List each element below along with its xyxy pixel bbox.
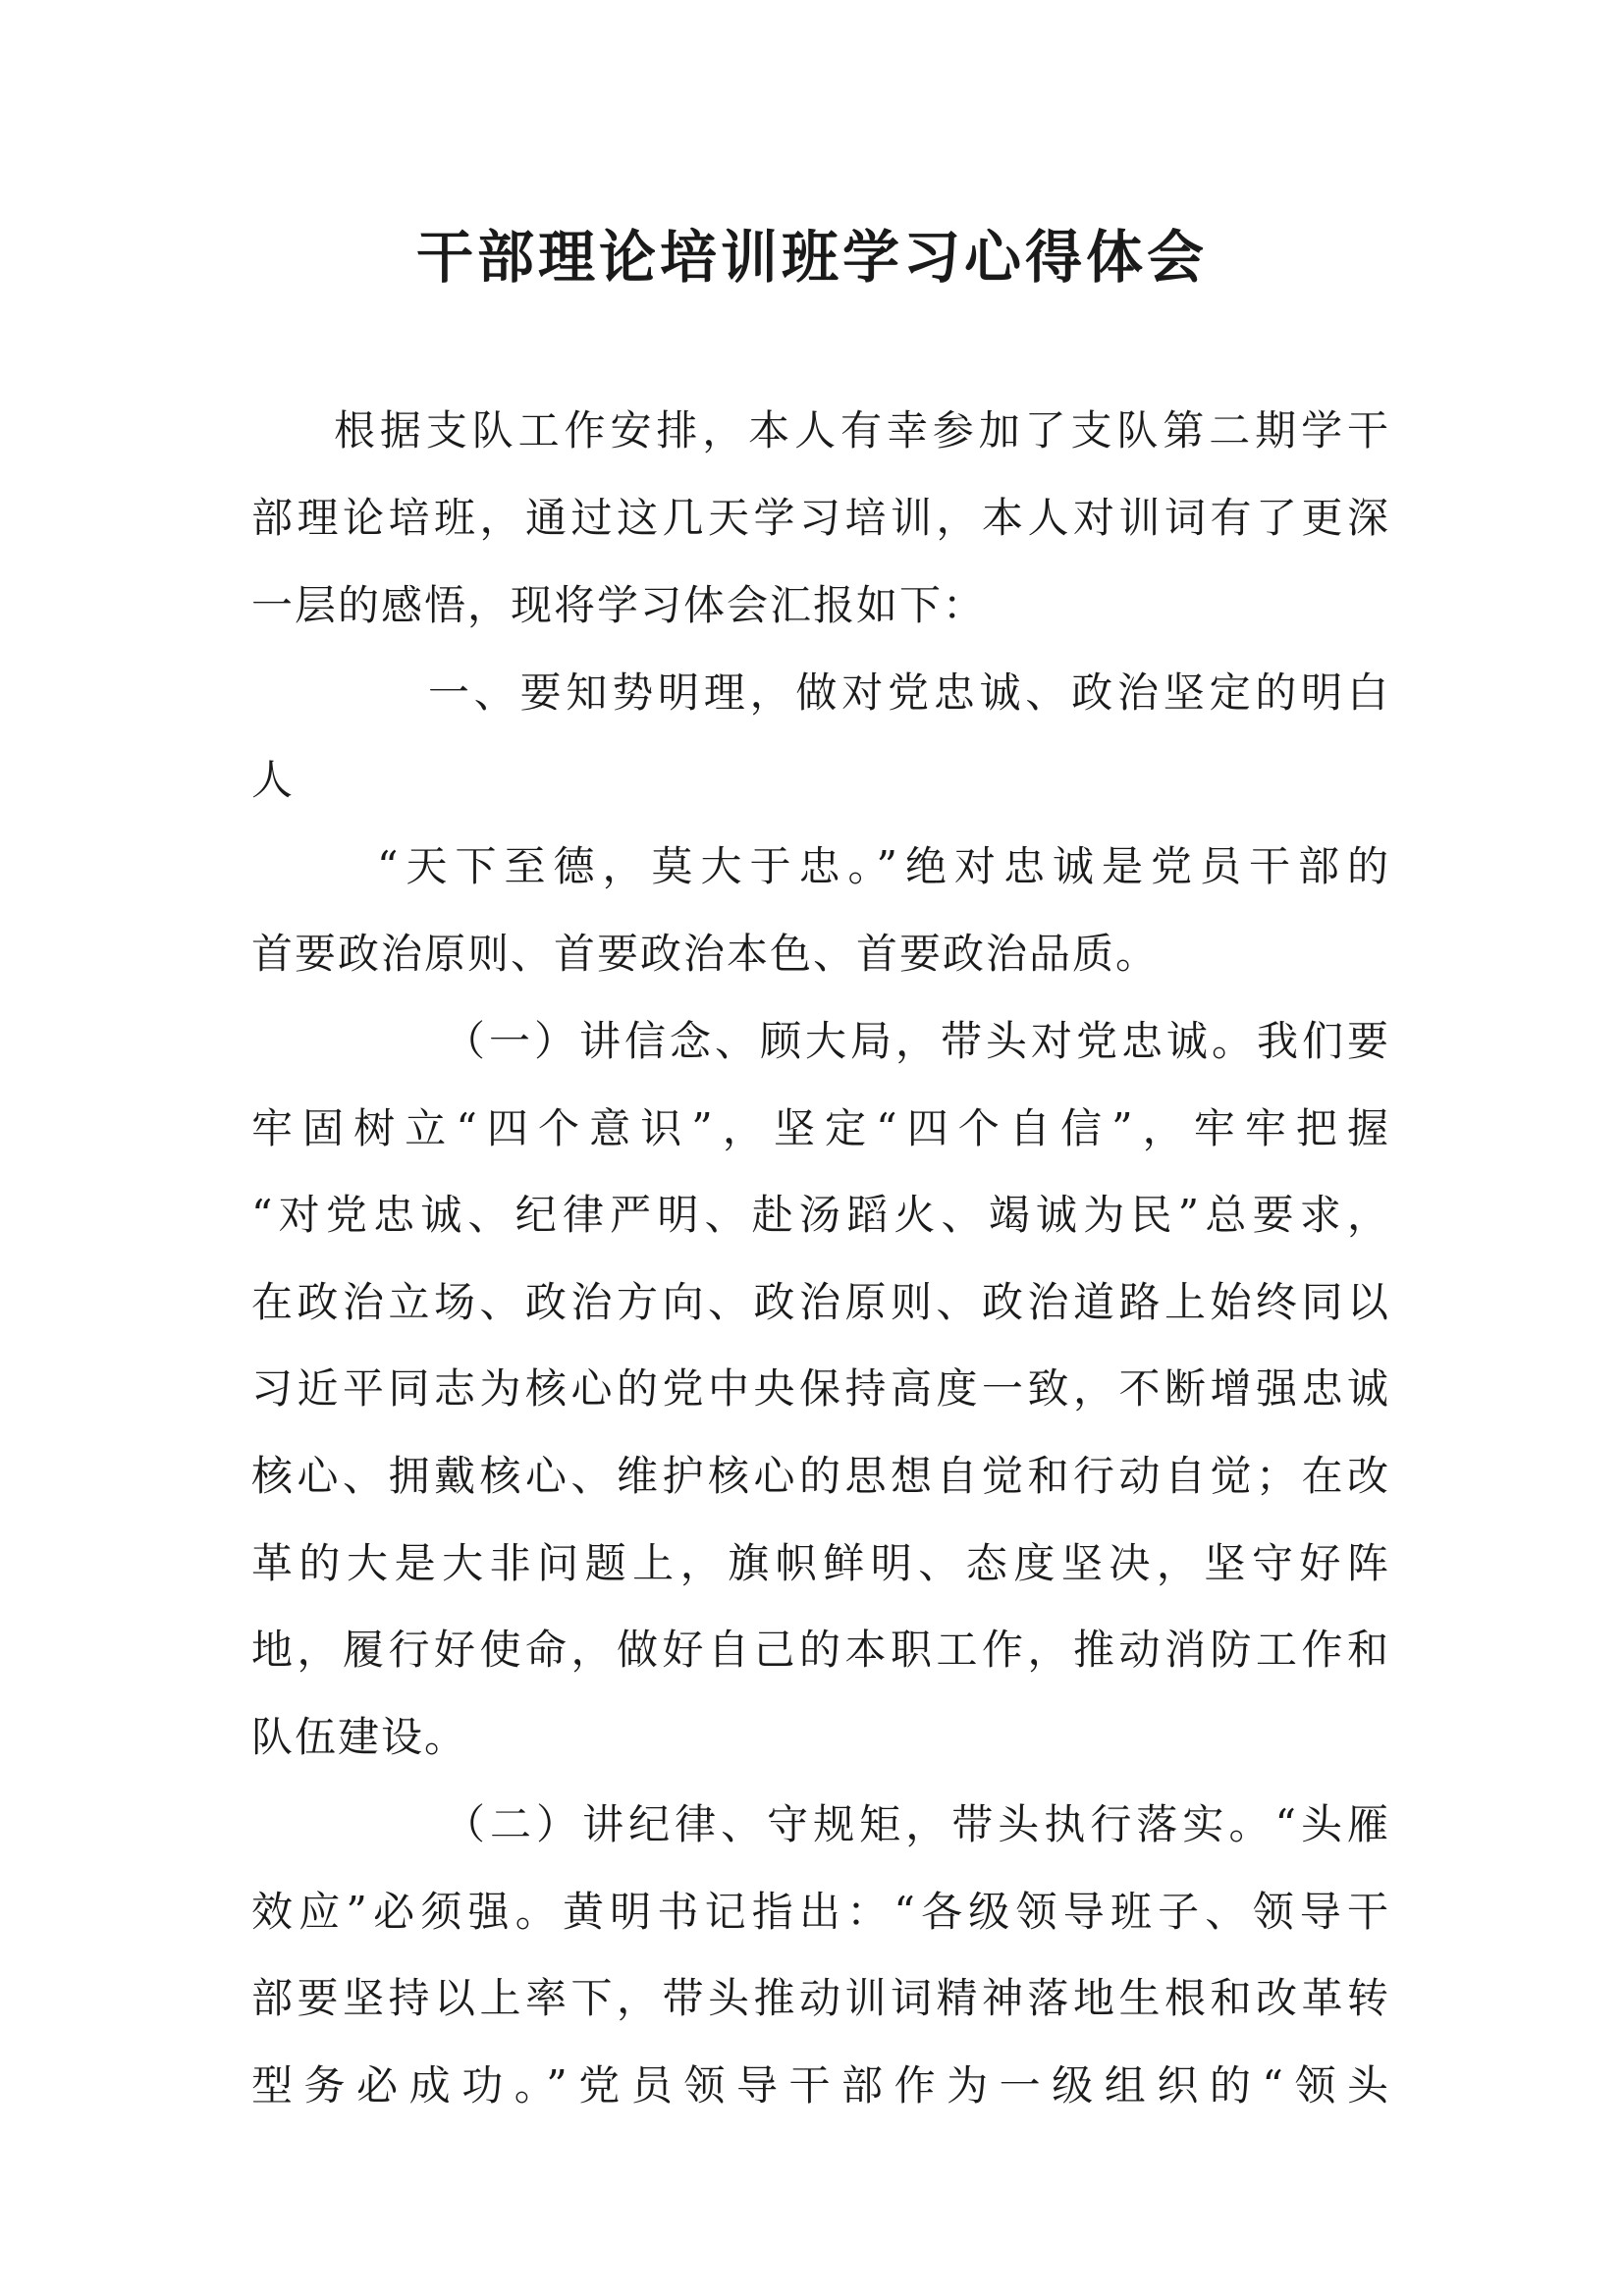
paragraph-line: 部要坚持以上率下，带头推动训词精神落地生根和改革转 <box>251 1974 1390 2022</box>
paragraph-line: 根据支队工作安排，本人有幸参加了支队第二期学干 <box>334 406 1390 454</box>
paragraph-line: （一）讲信念、顾大局，带头对党忠诚。我们要 <box>444 1017 1390 1065</box>
section-heading-line: 一、要知势明理，做对党忠诚、政治坚定的明白 <box>428 668 1390 717</box>
paragraph-line: 地，履行好使命，做好自己的本职工作，推动消防工作和 <box>251 1626 1390 1674</box>
paragraph-line: “对党忠诚、纪律严明、赴汤蹈火、竭诚为民”总要求， <box>251 1191 1390 1239</box>
paragraph-line: 习近平同志为核心的党中央保持高度一致，不断增强忠诚 <box>251 1364 1390 1413</box>
paragraph-line: 核心、拥戴核心、维护核心的思想自觉和行动自觉；在改 <box>251 1452 1390 1500</box>
paragraph-line: “天下至德，莫大于忠。”绝对忠诚是党员干部的 <box>377 842 1390 890</box>
paragraph-line: 在政治立场、政治方向、政治原则、政治道路上始终同以 <box>251 1278 1390 1326</box>
paragraph-line: 部理论培班，通过这几天学习培训，本人对训词有了更深 <box>251 494 1390 542</box>
document-title: 干部理论培训班学习心得体会 <box>415 224 1208 291</box>
paragraph-line: （二）讲纪律、守规矩，带头执行落实。“头雁 <box>444 1800 1390 1848</box>
paragraph-line: 首要政治原则、首要政治本色、首要政治品质。 <box>251 930 1160 978</box>
section-heading-line: 人 <box>251 756 296 804</box>
paragraph-line: 一层的感悟，现将学习体会汇报如下： <box>251 581 987 629</box>
paragraph-line: 牢固树立“四个意识”，坚定“四个自信”，牢牢把握 <box>251 1104 1390 1152</box>
paragraph-line: 队伍建设。 <box>251 1713 468 1761</box>
paragraph-line: 革的大是大非问题上，旗帜鲜明、态度坚决，坚守好阵 <box>251 1539 1390 1587</box>
paragraph-line: 效应”必须强。黄明书记指出：“各级领导班子、领导干 <box>251 1888 1390 1936</box>
paragraph-line: 型务必成功。”党员领导干部作为一级组织的“领头 <box>251 2061 1390 2109</box>
